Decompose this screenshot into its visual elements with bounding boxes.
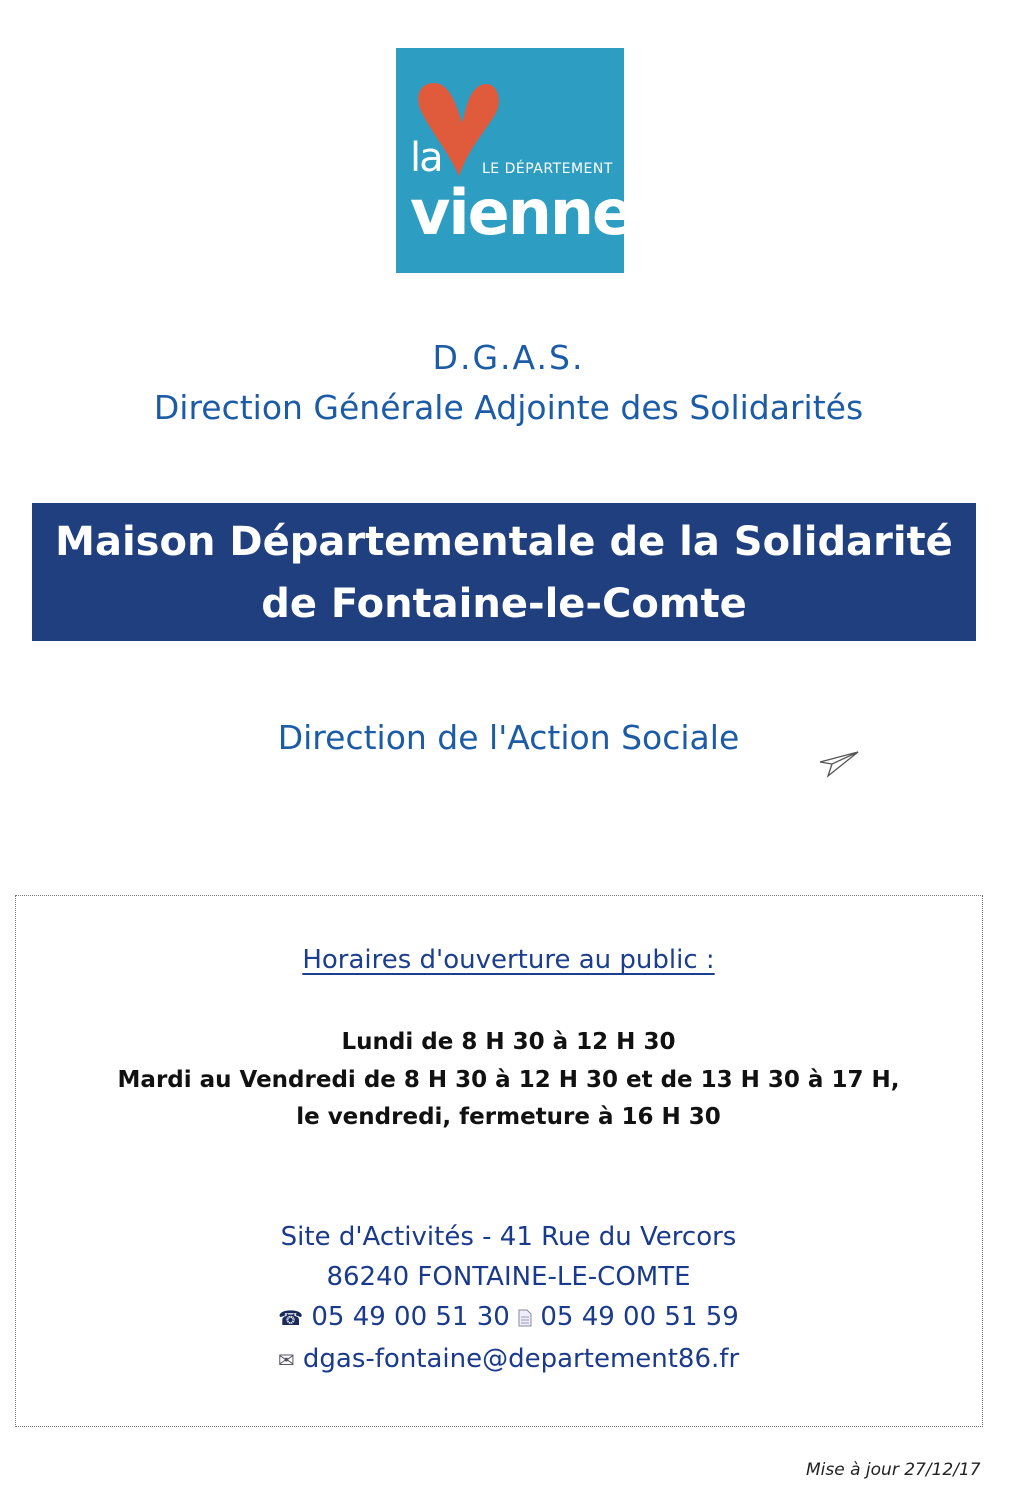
cursor-arrow-icon bbox=[818, 750, 860, 778]
la-vienne-logo bbox=[396, 48, 633, 273]
fax-number: 05 49 00 51 59 bbox=[540, 1302, 739, 1332]
hours-title bbox=[0, 945, 1017, 976]
address: Site d'Activités - 41 Rue du Vercors bbox=[280, 1222, 737, 1252]
hours-line: le vendredi, fermeture à 16 H 30 bbox=[296, 1104, 721, 1130]
logo-vienne: vienne bbox=[410, 176, 633, 249]
fax-icon bbox=[518, 1309, 532, 1327]
title-banner bbox=[32, 503, 976, 641]
email-line bbox=[0, 1344, 1017, 1378]
banner-line-1: Maison Départementale de la Solidarité bbox=[55, 519, 953, 565]
mailbox-icon: ✉ bbox=[277, 1347, 295, 1372]
phone-icon: ☎ bbox=[278, 1305, 304, 1330]
hours-line: Lundi de 8 H 30 à 12 H 30 bbox=[341, 1029, 676, 1055]
logo-la: la bbox=[410, 135, 442, 181]
phone-fax-line bbox=[0, 1302, 1017, 1336]
logo-department: LE DÉPARTEMENT bbox=[482, 161, 613, 177]
dgas-acronym: D.G.A.S. bbox=[432, 338, 585, 377]
hours-title-text: Horaires d'ouverture au public : bbox=[302, 945, 715, 975]
hours-line: Mardi au Vendredi de 8 H 30 à 12 H 30 et de 13 H 30 à 17 H, bbox=[117, 1067, 900, 1093]
update-date: Mise à jour 27/12/17 bbox=[806, 1460, 981, 1480]
phone-number: 05 49 00 51 30 bbox=[311, 1302, 510, 1332]
banner-line-2: de Fontaine-le-Comte bbox=[261, 581, 747, 627]
subtitle: Direction de l'Action Sociale bbox=[277, 718, 740, 757]
email-link[interactable]: dgas-fontaine@departement86.fr bbox=[302, 1344, 740, 1374]
city: 86240 FONTAINE-LE-COMTE bbox=[326, 1262, 691, 1292]
dgas-full-name: Direction Générale Adjointe des Solidarités bbox=[153, 388, 864, 427]
